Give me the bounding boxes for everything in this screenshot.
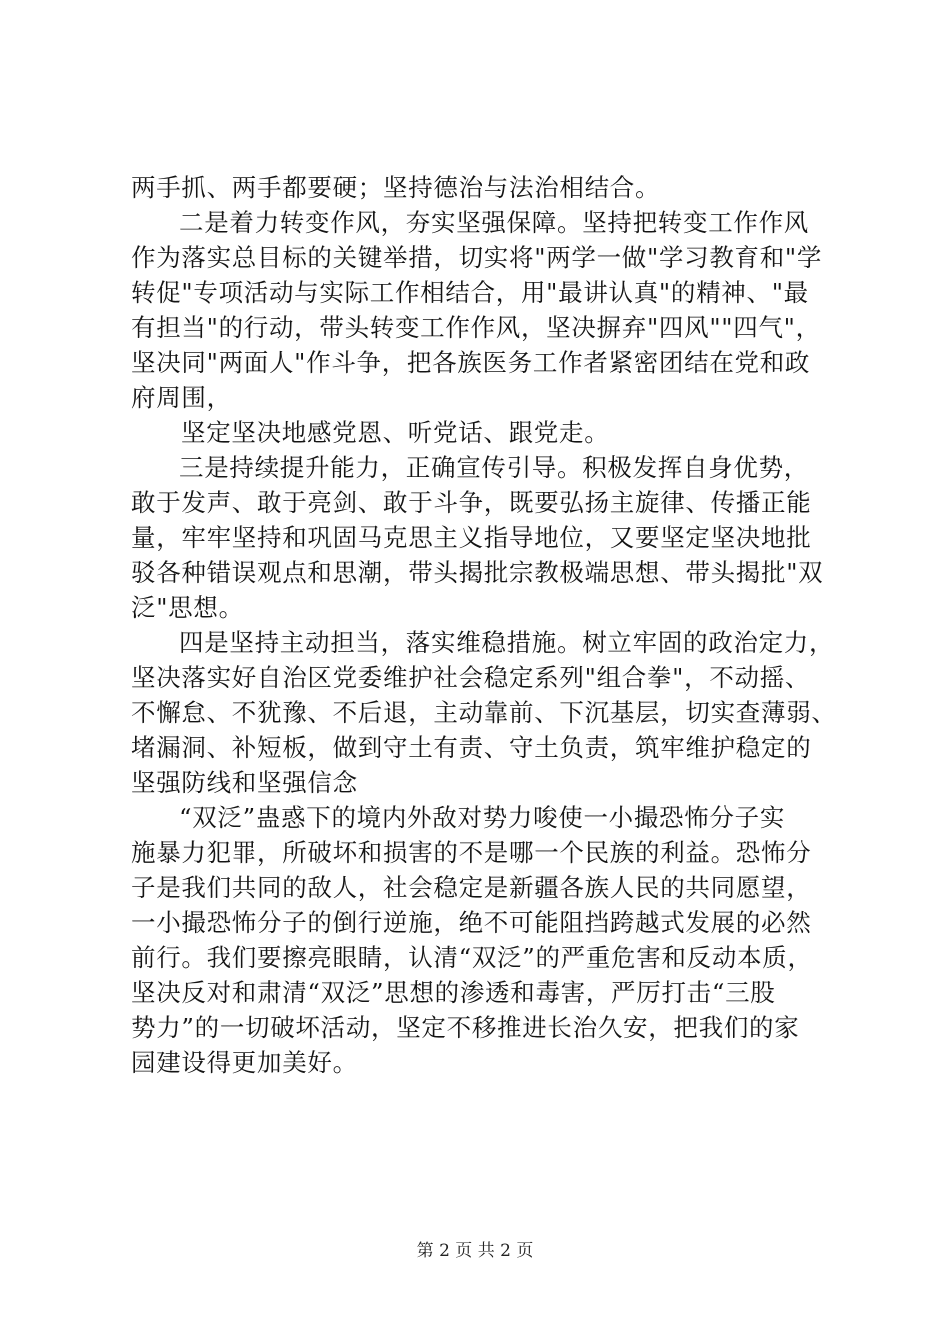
text-line: 四是坚持主动担当，落实维稳措施。树立牢固的政治定力， (179, 628, 835, 657)
text-line: 转促"专项活动与实际工作相结合，用"最讲认真"的精神、"最 (131, 278, 809, 307)
text-line: 三是持续提升能力，正确宣传引导。积极发挥自身优势， (179, 453, 809, 482)
text-line: 府周围， (131, 383, 232, 412)
text-line: 两手抓、两手都要硬；坚持德治与法治相结合。 (131, 173, 661, 202)
text-line: 作为落实总目标的关键举措，切实将"两学一做"学习教育和"学 (131, 243, 823, 272)
text-line: 一小撮恐怖分子的倒行逆施，绝不可能阻挡跨越式发展的必然 (131, 908, 812, 937)
text-line: 敢于发声、敢于亮剑、敢于斗争，既要弘扬主旋律、传播正能 (131, 488, 812, 517)
text-line: 势力”的一切破坏活动，坚定不移推进长治久安，把我们的家 (131, 1013, 800, 1042)
text-line: 堵漏洞、补短板，做到守土有责、守土负责，筑牢维护稳定的 (131, 733, 812, 762)
text-line: 坚决反对和肃清“双泛”思想的渗透和毒害，严厉打击“三股 (131, 978, 776, 1007)
text-line: 坚决落实好自治区党委维护社会稳定系列"组合拳"，不动摇、 (131, 663, 811, 692)
document-body (131, 170, 837, 1080)
text-line: 子是我们共同的敌人，社会稳定是新疆各族人民的共同愿望， (131, 873, 812, 902)
text-line: “双泛”蛊惑下的境内外敌对势力唆使一小撮恐怖分子实 (179, 803, 786, 832)
text-line: 泛"思想。 (131, 593, 244, 622)
text-line: 二是着力转变作风，夯实坚强保障。坚持把转变工作作风 (179, 208, 809, 237)
text-line: 前行。我们要擦亮眼睛，认清“双泛”的严重危害和反动本质， (131, 943, 813, 972)
text-line: 量，牢牢坚持和巩固马克思主义指导地位，又要坚定坚决地批 (131, 523, 812, 552)
text-line: 园建设得更加美好。 (131, 1048, 358, 1077)
text-line: 坚决同"两面人"作斗争，把各族医务工作者紧密团结在党和政 (131, 348, 811, 377)
text-line: 有担当"的行动，带头转变工作作风，坚决摒弃"四风""四气"， (131, 313, 821, 342)
text-line: 坚强防线和坚强信念 (131, 768, 358, 797)
page-number-label: 第 2 页 共 2 页 (416, 1241, 534, 1261)
text-line: 坚定坚决地感党恩、听党话、跟党走。 (181, 418, 610, 447)
text-line: 不懈怠、不犹豫、不后退，主动靠前、下沉基层，切实查薄弱、 (131, 698, 837, 727)
text-line: 驳各种错误观点和思潮，带头揭批宗教极端思想、带头揭批"双 (131, 558, 824, 587)
text-line: 施暴力犯罪，所破坏和损害的不是哪一个民族的利益。恐怖分 (131, 838, 812, 867)
page-footer (0, 1240, 950, 1262)
